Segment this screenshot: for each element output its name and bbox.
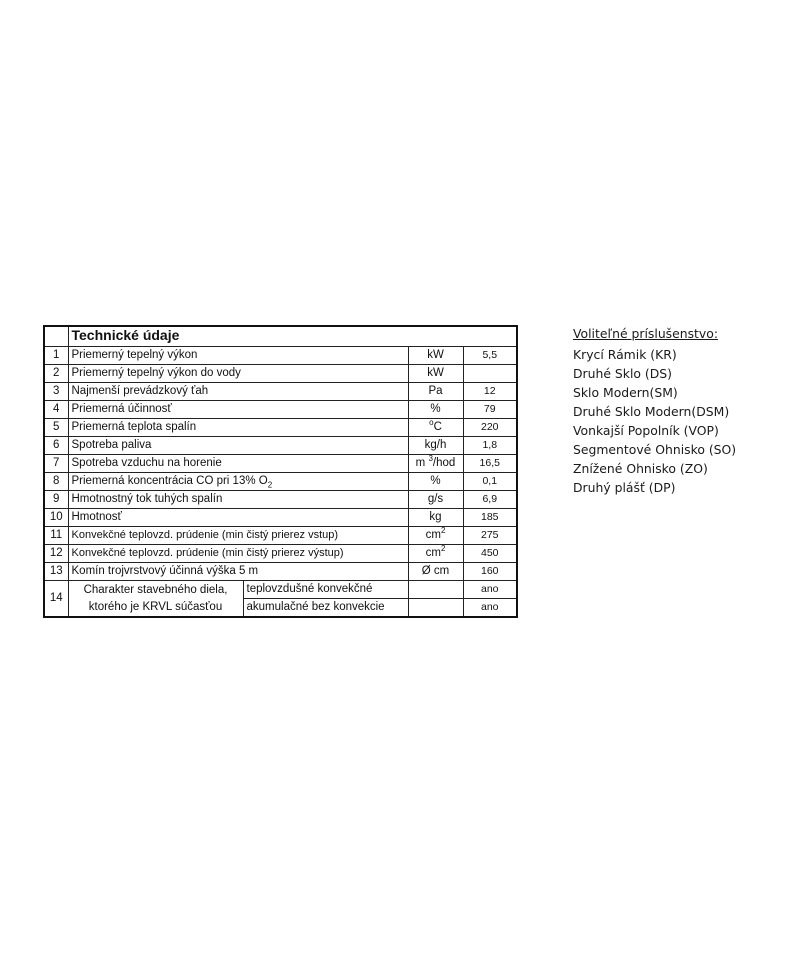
row-14-option-1: teplovzdušné konvekčné bbox=[243, 581, 408, 599]
table-row bbox=[44, 509, 517, 527]
row-value: 160 bbox=[463, 563, 517, 581]
accessory-item: Krycí Rámik (KR) bbox=[573, 347, 677, 362]
table-row bbox=[44, 545, 517, 563]
row-number: 10 bbox=[44, 509, 68, 527]
row-label: Hmotnosť bbox=[68, 509, 408, 527]
row-label: Konvekčné teplovzd. prúdenie (min čistý prierez výstup) bbox=[68, 545, 408, 563]
row-label: Priemerná teplota spalín bbox=[68, 419, 408, 437]
title-num-cell bbox=[44, 326, 68, 347]
accessory-item: Segmentové Ohnisko (SO) bbox=[573, 442, 737, 457]
row-unit: Pa bbox=[408, 383, 463, 401]
row-value: 275 bbox=[463, 527, 517, 545]
accessory-item: Druhý plášť (DP) bbox=[573, 480, 676, 495]
row-number: 11 bbox=[44, 527, 68, 545]
row-unit bbox=[408, 419, 463, 437]
row-unit: kW bbox=[408, 365, 463, 383]
table-row bbox=[44, 491, 517, 509]
row-value: 5,5 bbox=[463, 347, 517, 365]
row-14-label-line2: ktorého je KRVL súčasťou bbox=[88, 600, 223, 613]
row-14-value-1: ano bbox=[463, 581, 517, 599]
row-unit bbox=[408, 455, 463, 473]
row-value: 1,8 bbox=[463, 437, 517, 455]
table-row bbox=[44, 383, 517, 401]
unit-exponent: 2 bbox=[440, 544, 446, 554]
row-number: 13 bbox=[44, 563, 68, 581]
table-row bbox=[44, 365, 517, 383]
accessory-item: Druhé Sklo Modern(DSM) bbox=[573, 404, 730, 419]
row-label bbox=[68, 473, 408, 491]
accessory-item: Druhé Sklo (DS) bbox=[573, 366, 672, 381]
table-row bbox=[44, 473, 517, 491]
row-value: 0,1 bbox=[463, 473, 517, 491]
unit-degree: o bbox=[429, 418, 434, 428]
row-label: Priemerný tepelný výkon do vody bbox=[68, 365, 408, 383]
table-row bbox=[44, 347, 517, 365]
row-unit: kg/h bbox=[408, 437, 463, 455]
technical-data-table bbox=[43, 325, 518, 618]
row-number: 8 bbox=[44, 473, 68, 491]
row-value: 185 bbox=[463, 509, 517, 527]
accessory-item: Vonkajší Popolník (VOP) bbox=[573, 423, 719, 438]
unit-exponent: 2 bbox=[440, 526, 446, 536]
row-14-value-2: ano bbox=[463, 599, 517, 618]
table-row bbox=[44, 563, 517, 581]
row-value: 450 bbox=[463, 545, 517, 563]
row-unit: % bbox=[408, 401, 463, 419]
row-14-label-line1: Charakter stavebného diela, bbox=[83, 583, 228, 596]
row-unit: % bbox=[408, 473, 463, 491]
row-value bbox=[463, 365, 517, 383]
unit-text: C bbox=[433, 421, 442, 433]
row-label: Priemerný tepelný výkon bbox=[68, 347, 408, 365]
table-title-text: Technické údaje bbox=[71, 327, 180, 343]
row-unit bbox=[408, 545, 463, 563]
row-unit: kW bbox=[408, 347, 463, 365]
table-title-row bbox=[44, 326, 517, 347]
table-row-14 bbox=[44, 581, 517, 599]
table-title bbox=[68, 326, 517, 347]
row-number: 5 bbox=[44, 419, 68, 437]
unit-text: cm bbox=[425, 547, 441, 559]
label-subscript: 2 bbox=[267, 480, 273, 490]
row-number: 12 bbox=[44, 545, 68, 563]
unit-prefix: m bbox=[415, 457, 426, 469]
accessory-item: Sklo Modern(SM) bbox=[573, 385, 678, 400]
row-14-option-2: akumulačné bez konvekcie bbox=[243, 599, 408, 618]
row-14-unit-1 bbox=[408, 581, 463, 599]
row-unit: g/s bbox=[408, 491, 463, 509]
unit-exponent: 3 bbox=[428, 454, 433, 464]
row-unit: Ø cm bbox=[408, 563, 463, 581]
row-label: Spotreba paliva bbox=[68, 437, 408, 455]
row-number: 2 bbox=[44, 365, 68, 383]
table-row bbox=[44, 455, 517, 473]
table-row bbox=[44, 527, 517, 545]
row-number: 4 bbox=[44, 401, 68, 419]
row-value: 16,5 bbox=[463, 455, 517, 473]
row-unit: kg bbox=[408, 509, 463, 527]
row-value: 6,9 bbox=[463, 491, 517, 509]
table-row bbox=[44, 401, 517, 419]
row-value: 220 bbox=[463, 419, 517, 437]
row-unit bbox=[408, 527, 463, 545]
row-number: 14 bbox=[44, 581, 68, 618]
row-number: 7 bbox=[44, 455, 68, 473]
row-number: 6 bbox=[44, 437, 68, 455]
row-number: 9 bbox=[44, 491, 68, 509]
table-row bbox=[44, 437, 517, 455]
row-label: Priemerná účinnosť bbox=[68, 401, 408, 419]
row-label: Konvekčné teplovzd. prúdenie (min čistý prierez vstup) bbox=[68, 527, 408, 545]
row-label: Komín trojvrstvový účinná výška 5 m bbox=[68, 563, 408, 581]
row-label: Najmenší prevádzkový ťah bbox=[68, 383, 408, 401]
table-row bbox=[44, 419, 517, 437]
row-14-label bbox=[68, 581, 243, 618]
row-14-unit-2 bbox=[408, 599, 463, 618]
optional-accessories bbox=[573, 326, 736, 497]
row-label: Hmotnostný tok tuhých spalín bbox=[68, 491, 408, 509]
unit-text: cm bbox=[425, 529, 441, 541]
row-label: Spotreba vzduchu na horenie bbox=[68, 455, 408, 473]
accessories-heading: Voliteľné príslušenstvo: bbox=[573, 326, 719, 341]
row-number: 3 bbox=[44, 383, 68, 401]
unit-text: /hod bbox=[432, 457, 456, 469]
row-value: 79 bbox=[463, 401, 517, 419]
accessory-item: Znížené Ohnisko (ZO) bbox=[573, 461, 708, 476]
row-number: 1 bbox=[44, 347, 68, 365]
row-label-text: Priemerná koncentrácia CO pri 13% O bbox=[71, 475, 268, 487]
row-value: 12 bbox=[463, 383, 517, 401]
